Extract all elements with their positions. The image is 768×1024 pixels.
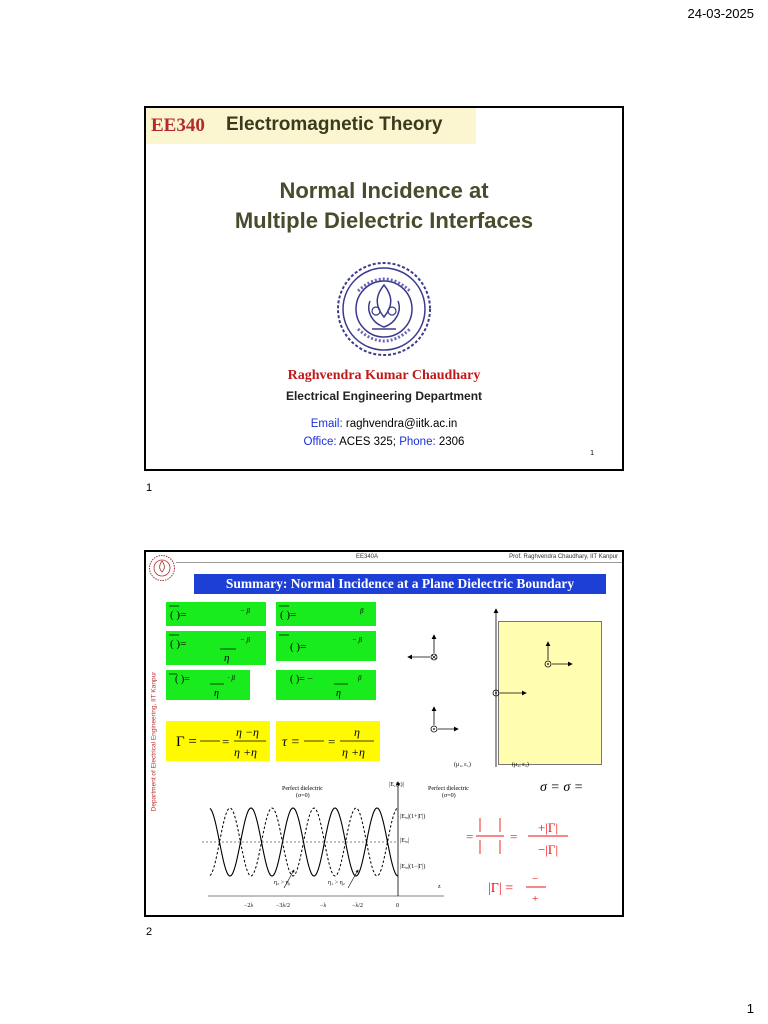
svg-text:η: η (354, 725, 360, 739)
slide-1-caption: 1 (146, 482, 153, 494)
vswr-equation (464, 814, 584, 860)
svg-text:β: β (358, 674, 362, 682)
plot-left-title: Perfect dielectric (282, 786, 323, 792)
department: Electrical Engineering Department (285, 389, 483, 403)
svg-text:−: − (532, 873, 539, 885)
tick-label: −λ/2 (352, 903, 363, 909)
svg-text:+: + (532, 893, 539, 905)
svg-text:η: η (224, 652, 230, 664)
slide-2-caption: 2 (146, 926, 153, 938)
svg-text:−|Γ|: −|Γ| (538, 842, 559, 857)
level-min-label: |Eᵢ₀|(1−|Γ|) (400, 864, 426, 870)
tick-label: 0 (396, 903, 399, 909)
medium-1-label: (μ₁, ε₁) (454, 762, 471, 768)
office-line (146, 436, 622, 448)
svg-text:− β: − β (240, 636, 250, 644)
plot-right-title: Perfect dielectric (428, 786, 469, 792)
slide-number: 1 (590, 450, 594, 457)
institute-logo-icon (148, 554, 176, 582)
course-name: Electromagnetic Theory (226, 114, 443, 135)
svg-text:η −η: η −η (236, 725, 260, 739)
sigma-equation: σ = σ = (540, 780, 584, 795)
office-label: Office: (303, 436, 337, 448)
plot-right-sigma: (σ=0) (442, 793, 456, 799)
slide-title-line1: Normal Incidence at (279, 178, 489, 203)
svg-text:=: = (222, 734, 230, 749)
reflection-coefficient-box (166, 721, 270, 761)
svg-text:− β: − β (240, 607, 250, 615)
institute-seal-icon (336, 261, 432, 357)
phone-label: Phone: (399, 436, 436, 448)
equation-box (166, 670, 250, 700)
plot-left-sigma: (σ=0) (296, 793, 310, 799)
svg-text:β: β (360, 607, 364, 615)
email-value: raghvendra@iitk.ac.in (345, 418, 458, 430)
email-line (146, 418, 622, 430)
field-vector-diagram (402, 607, 622, 767)
equation-box (276, 602, 376, 626)
standing-wave-plot (198, 778, 458, 914)
svg-text:|Γ| =: |Γ| = (488, 881, 514, 896)
svg-text:η: η (336, 688, 341, 699)
transmission-coefficient-box (276, 721, 380, 761)
slide-header-course: EE340A (356, 554, 379, 560)
svg-text:− β: − β (352, 636, 362, 644)
equation-box (166, 602, 266, 626)
svg-text:η +η: η +η (234, 745, 258, 759)
svg-text:( )=: ( )= (290, 641, 307, 653)
equation-box (166, 631, 266, 665)
svg-text:η +η: η +η (342, 745, 366, 759)
slide-2-title: Summary: Normal Incidence at a Plane Dielectric Boundary (194, 574, 606, 594)
z-axis-label: z (438, 884, 441, 890)
level-mid-label: |Eᵢ₀| (400, 838, 410, 844)
svg-text:( )=: ( )= (175, 674, 190, 685)
svg-text:( )=: ( )= (280, 609, 297, 621)
gamma-magnitude-equation (486, 870, 556, 910)
slide-header-author: Prof. Raghvendra Chaudhary, IIT Kanpur (509, 554, 618, 560)
svg-text:=: = (466, 829, 474, 844)
svg-text:η: η (214, 688, 219, 699)
svg-text:+|Γ|: +|Γ| (538, 820, 559, 835)
svg-text:=: = (510, 829, 518, 844)
author-name: Raghvendra Kumar Chaudhary (287, 368, 481, 383)
svg-text:=: = (328, 734, 336, 749)
slide-1 (144, 106, 624, 471)
level-max-label: |Eᵢ₀|(1+|Γ|) (400, 814, 426, 820)
email-label: Email: (310, 418, 343, 430)
svg-text:Γ =: Γ = (176, 734, 197, 750)
slide-2 (144, 550, 624, 917)
page-number: 1 (746, 1001, 754, 1016)
equation-box (276, 631, 376, 661)
tick-label: −3λ/2 (276, 903, 290, 909)
case-b-label: η₁ > η₂ (328, 880, 345, 886)
slide-title (146, 176, 622, 236)
phone-value: 2306 (438, 436, 465, 448)
svg-text:( )=: ( )= (170, 609, 187, 621)
tick-label: −2λ (244, 903, 254, 909)
equation-box (276, 670, 376, 700)
slide-title-line2: Multiple Dielectric Interfaces (234, 208, 534, 233)
header-divider (176, 562, 622, 563)
medium-2-label: (μ₂, ε₂) (512, 762, 529, 768)
svg-text:τ =: τ = (282, 735, 300, 750)
office-value: ACES 325; (339, 436, 397, 448)
course-code: EE340 (151, 115, 205, 136)
svg-text:· β: · β (228, 674, 235, 682)
svg-text:( )= −: ( )= − (290, 674, 313, 685)
plot-axis-label: |E₁(z)| (389, 782, 404, 788)
department-side-text: Department of Electrical Engineering, IIT Kanpur (150, 671, 158, 812)
tick-label: −λ (320, 903, 327, 909)
print-date: 24-03-2025 (687, 6, 754, 21)
case-a-label: η₂ > η₁ (274, 880, 291, 886)
svg-text:( )=: ( )= (170, 638, 187, 650)
